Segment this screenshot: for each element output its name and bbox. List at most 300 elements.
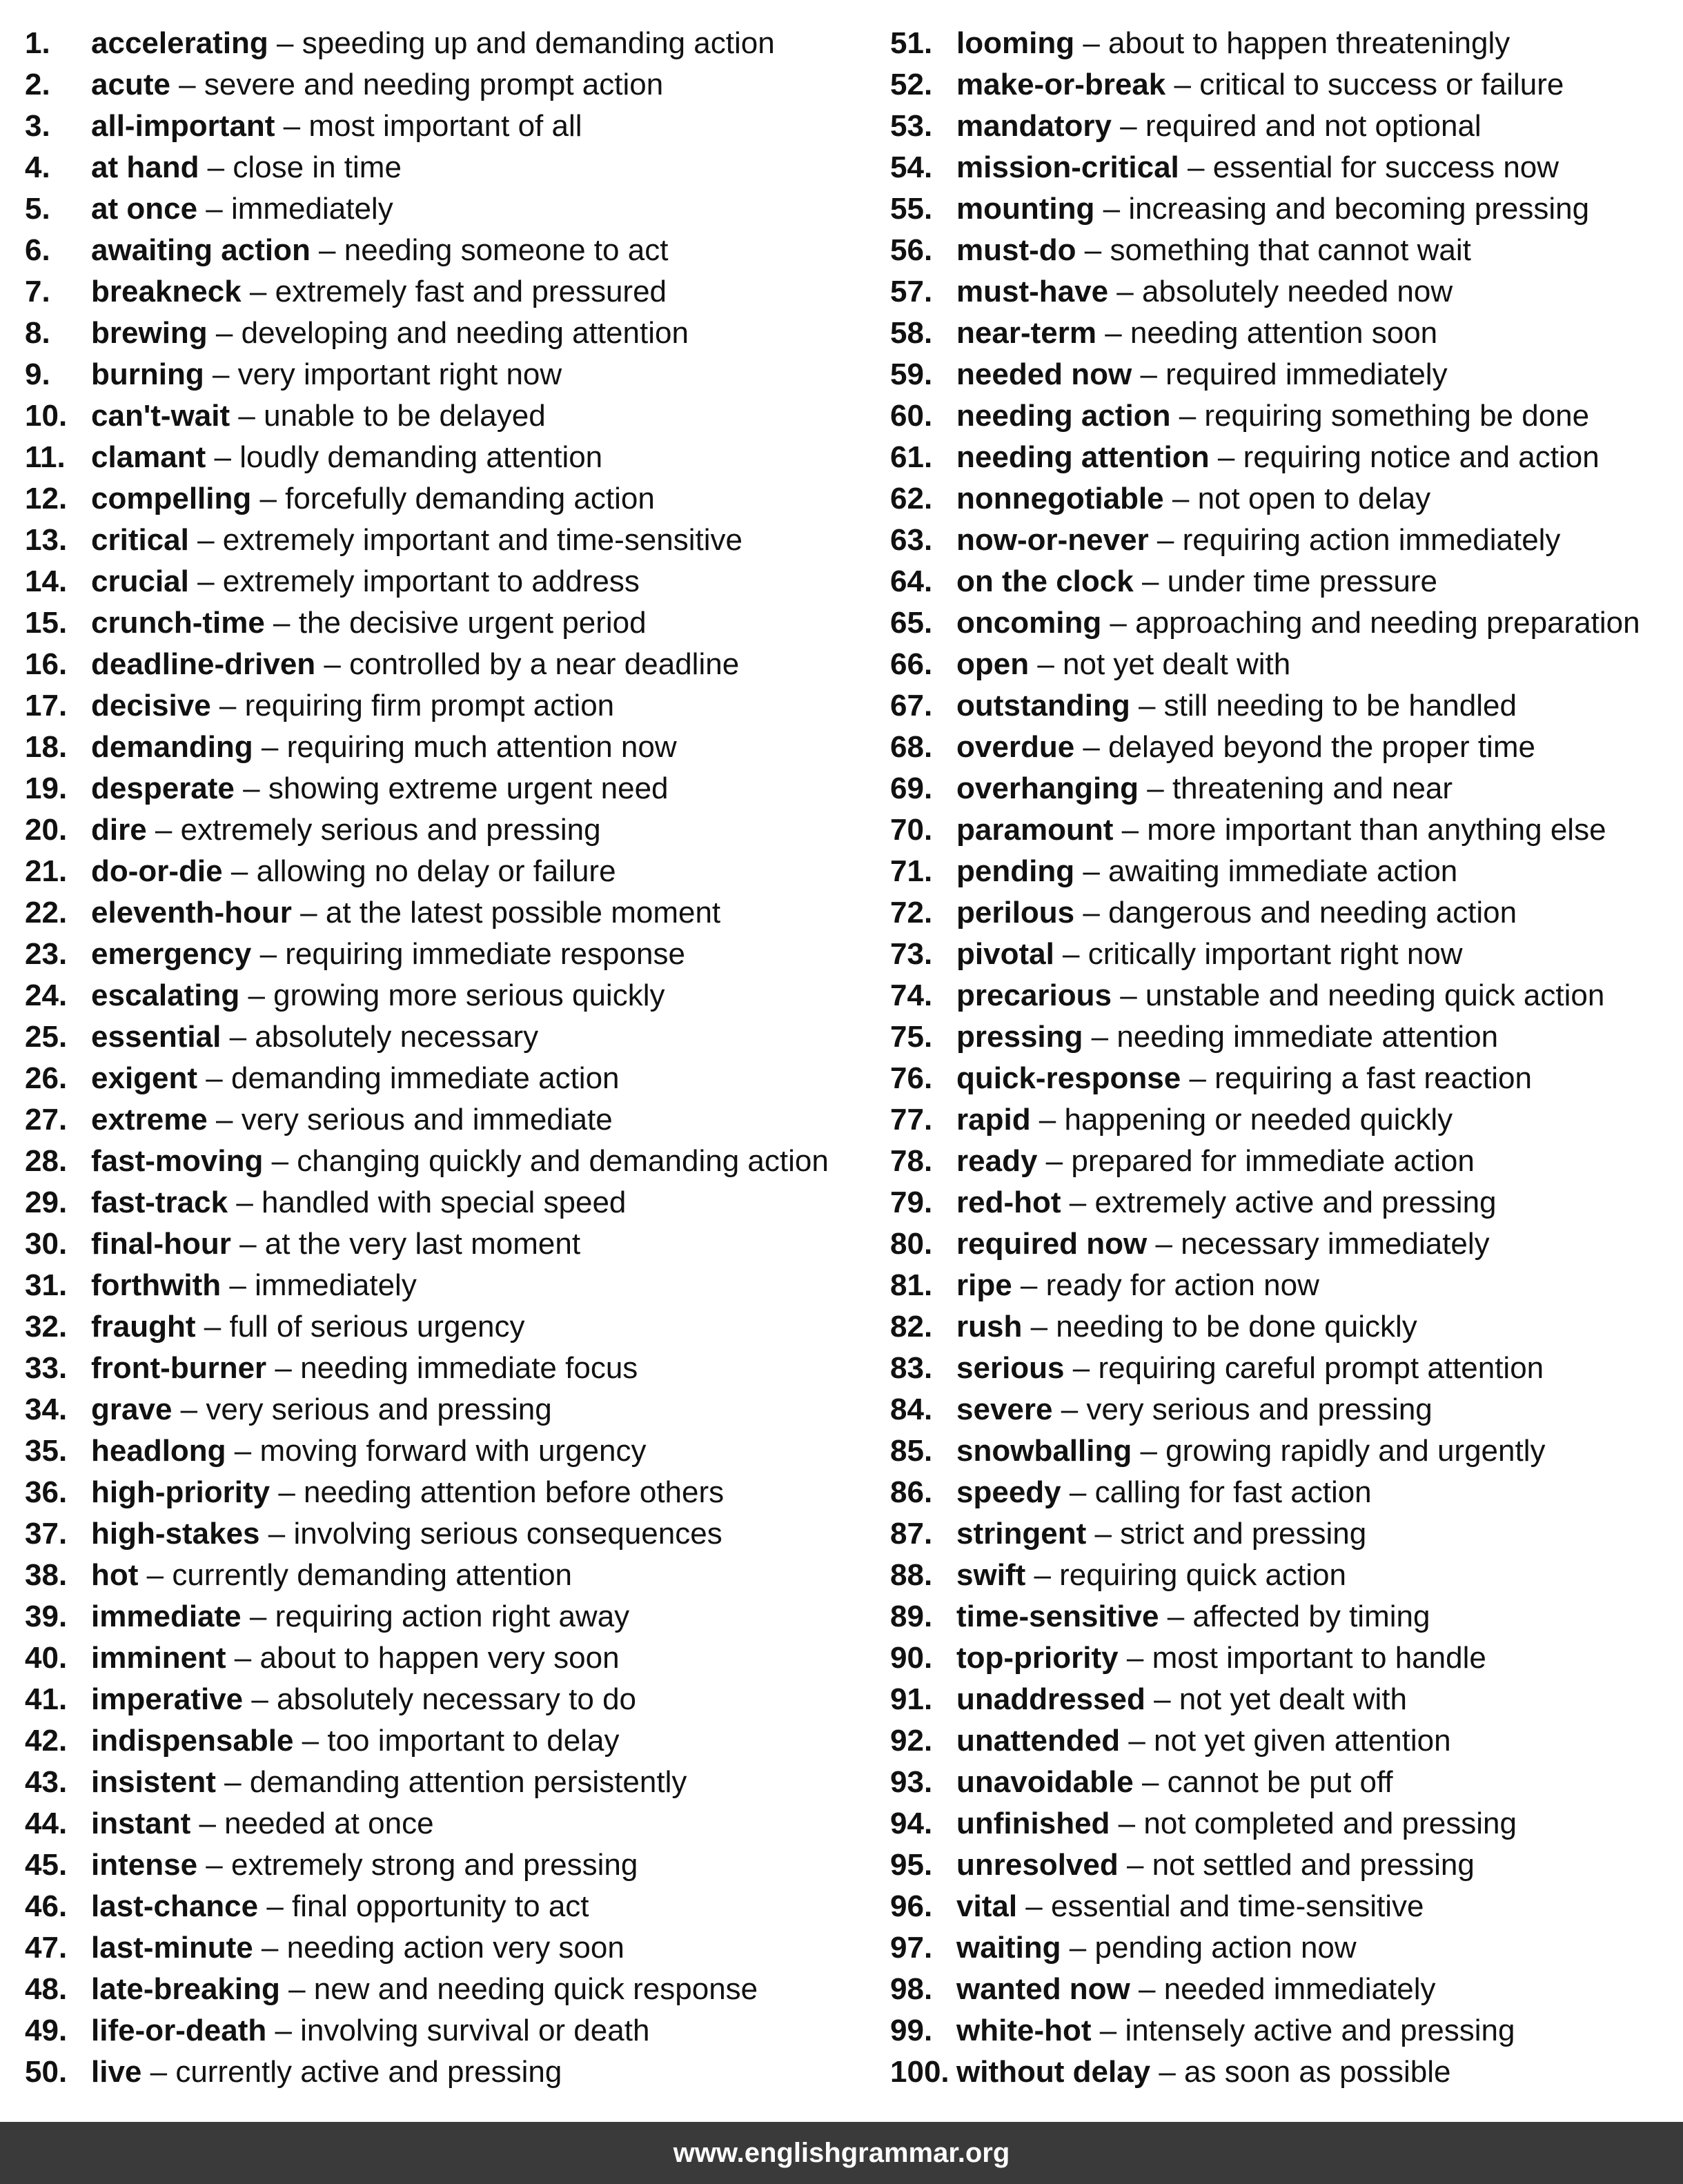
item-term: oncoming	[956, 606, 1102, 640]
item-definition: forcefully demanding action	[285, 482, 655, 515]
list-item	[890, 2010, 1683, 2052]
list-item	[890, 2052, 1683, 2093]
item-term: exigent	[91, 1061, 198, 1095]
item-definition: not yet dealt with	[1063, 647, 1291, 681]
item-term: hot	[91, 1558, 139, 1592]
item-number: 37.	[25, 1517, 68, 1551]
list-item	[890, 147, 1683, 188]
item-term: overdue	[956, 730, 1075, 764]
list-item	[25, 561, 867, 602]
item-number: 13.	[25, 523, 68, 557]
item-term: severe	[956, 1393, 1053, 1426]
item-number: 59.	[890, 357, 933, 391]
item-number: 97.	[890, 1931, 933, 1965]
list-item	[25, 106, 867, 147]
item-definition: requiring notice and action	[1243, 440, 1600, 474]
item-number: 31.	[25, 1268, 68, 1302]
item-term: escalating	[91, 978, 240, 1012]
item-number: 91.	[890, 1682, 933, 1716]
item-definition: prepared for immediate action	[1071, 1144, 1475, 1178]
item-definition: most important to handle	[1152, 1641, 1486, 1675]
item-definition: very important right now	[237, 357, 562, 391]
item-number: 98.	[890, 1972, 933, 2006]
list-item	[890, 934, 1683, 975]
item-number: 35.	[25, 1434, 68, 1468]
item-definition: intensely active and pressing	[1125, 2014, 1515, 2047]
item-number: 60.	[890, 399, 933, 433]
item-number: 3.	[25, 109, 50, 143]
item-separator: –	[251, 482, 286, 515]
item-term: snowballing	[956, 1434, 1132, 1468]
item-definition: allowing no delay or failure	[256, 854, 616, 888]
item-separator: –	[268, 26, 302, 60]
item-number: 20.	[25, 813, 68, 847]
list-item	[25, 1265, 867, 1306]
item-term: required now	[956, 1227, 1148, 1261]
item-separator: –	[1148, 523, 1183, 557]
item-separator: –	[1118, 1641, 1152, 1675]
item-separator: –	[310, 233, 344, 267]
item-term: mounting	[956, 192, 1095, 226]
list-item	[890, 354, 1683, 395]
item-number: 92.	[890, 1724, 933, 1758]
item-number: 27.	[25, 1103, 68, 1137]
item-number: 49.	[25, 2014, 68, 2047]
list-item	[25, 437, 867, 478]
item-number: 75.	[890, 1020, 933, 1054]
item-separator: –	[1132, 1434, 1166, 1468]
item-number: 17.	[25, 689, 68, 722]
item-definition: immediately	[255, 1268, 417, 1302]
item-number: 87.	[890, 1517, 933, 1551]
item-definition: needing immediate attention	[1116, 1020, 1499, 1054]
item-definition: not yet dealt with	[1179, 1682, 1407, 1716]
item-number: 15.	[25, 606, 68, 640]
item-separator: –	[1074, 896, 1109, 929]
item-separator: –	[1139, 771, 1172, 805]
item-number: 25.	[25, 1020, 68, 1054]
item-term: rush	[956, 1310, 1023, 1344]
item-term: stringent	[956, 1517, 1087, 1551]
item-number: 83.	[890, 1351, 933, 1385]
item-number: 14.	[25, 564, 68, 598]
item-definition: more important than anything else	[1147, 813, 1606, 847]
item-separator: –	[188, 523, 223, 557]
list-item	[890, 106, 1683, 147]
item-term: instant	[91, 1807, 191, 1840]
item-definition: essential and time-sensitive	[1050, 1889, 1424, 1923]
list-item	[25, 1389, 867, 1430]
item-separator: –	[226, 1641, 260, 1675]
item-number: 65.	[890, 606, 933, 640]
item-term: swift	[956, 1558, 1026, 1592]
item-definition: absolutely needed now	[1142, 275, 1453, 308]
item-term: paramount	[956, 813, 1114, 847]
list-item	[25, 727, 867, 768]
list-item	[890, 1927, 1683, 1969]
item-separator: –	[241, 275, 275, 308]
item-definition: not open to delay	[1197, 482, 1431, 515]
item-definition: extremely active and pressing	[1094, 1186, 1497, 1219]
item-separator: –	[1074, 854, 1109, 888]
item-definition: cannot be put off	[1167, 1765, 1393, 1799]
list-item	[890, 1762, 1683, 1803]
item-definition: growing more serious quickly	[273, 978, 665, 1012]
item-term: speedy	[956, 1475, 1061, 1509]
item-definition: speeding up and demanding action	[302, 26, 775, 60]
item-term: imperative	[91, 1682, 244, 1716]
item-separator: –	[1083, 1020, 1117, 1054]
item-term: looming	[956, 26, 1075, 60]
item-number: 33.	[25, 1351, 68, 1385]
list-item	[25, 1803, 867, 1844]
item-number: 44.	[25, 1807, 68, 1840]
item-term: desperate	[91, 771, 235, 805]
item-separator: –	[1061, 1475, 1095, 1509]
item-term: indispensable	[91, 1724, 294, 1758]
item-separator: –	[275, 109, 309, 143]
list-item	[890, 1099, 1683, 1141]
item-number: 99.	[890, 2014, 933, 2047]
item-separator: –	[1181, 1061, 1215, 1095]
item-definition: developing and needing attention	[241, 316, 689, 350]
item-definition: the decisive urgent period	[298, 606, 647, 640]
item-term: serious	[956, 1351, 1065, 1385]
item-term: breakneck	[91, 275, 242, 308]
item-term: on the clock	[956, 564, 1134, 598]
item-term: forthwith	[91, 1268, 222, 1302]
item-separator: –	[1150, 2055, 1185, 2089]
list-item	[890, 271, 1683, 313]
list-item	[890, 851, 1683, 892]
item-definition: demanding attention persistently	[249, 1765, 687, 1799]
item-number: 45.	[25, 1848, 68, 1882]
item-number: 22.	[25, 896, 68, 929]
item-term: pivotal	[956, 937, 1054, 971]
item-separator: –	[1133, 1765, 1168, 1799]
item-definition: needed immediately	[1163, 1972, 1436, 2006]
item-number: 88.	[890, 1558, 933, 1592]
list-item	[890, 1306, 1683, 1348]
list-item	[25, 64, 867, 106]
item-definition: very serious and pressing	[206, 1393, 552, 1426]
list-item	[890, 1016, 1683, 1058]
item-separator: –	[266, 2014, 301, 2047]
item-term: life-or-death	[91, 2014, 267, 2047]
item-number: 61.	[890, 440, 933, 474]
item-number: 70.	[890, 813, 933, 847]
item-separator: –	[1110, 1807, 1144, 1840]
item-number: 41.	[25, 1682, 68, 1716]
item-separator: –	[188, 564, 223, 598]
item-number: 94.	[890, 1807, 933, 1840]
list-item	[890, 1389, 1683, 1430]
item-number: 29.	[25, 1186, 68, 1219]
item-term: at hand	[91, 150, 199, 184]
list-item	[890, 437, 1683, 478]
item-term: quick-response	[956, 1061, 1181, 1095]
footer-url[interactable]: www.englishgrammar.org	[673, 2137, 1010, 2168]
item-definition: extremely serious and pressing	[180, 813, 601, 847]
item-number: 64.	[890, 564, 933, 598]
item-separator: –	[1209, 440, 1243, 474]
item-definition: at the latest possible moment	[325, 896, 721, 929]
list-item	[25, 685, 867, 727]
item-definition: controlled by a near deadline	[349, 647, 740, 681]
item-separator: –	[1108, 275, 1142, 308]
item-number: 72.	[890, 896, 933, 929]
item-number: 8.	[25, 316, 50, 350]
item-separator: –	[210, 689, 245, 722]
item-separator: –	[215, 1765, 250, 1799]
item-number: 57.	[890, 275, 933, 308]
item-definition: delayed beyond the proper time	[1108, 730, 1535, 764]
footer-bar	[0, 2122, 1683, 2184]
item-definition: extremely important and time-sensitive	[222, 523, 742, 557]
list-item	[25, 1762, 867, 1803]
item-definition: not completed and pressing	[1143, 1807, 1517, 1840]
item-separator: –	[291, 896, 326, 929]
item-definition: handled with special speed	[262, 1186, 627, 1219]
item-number: 58.	[890, 316, 933, 350]
item-term: headlong	[91, 1434, 226, 1468]
item-definition: critical to success or failure	[1199, 68, 1564, 101]
item-separator: –	[1052, 1393, 1087, 1426]
item-term: critical	[91, 523, 189, 557]
item-definition: needing someone to act	[344, 233, 669, 267]
list-item	[890, 1265, 1683, 1306]
item-separator: –	[253, 1931, 287, 1965]
list-item	[890, 644, 1683, 685]
list-item	[25, 644, 867, 685]
item-number: 23.	[25, 937, 68, 971]
item-number: 50.	[25, 2055, 68, 2089]
right-column	[890, 23, 1683, 2093]
item-definition: threatening and near	[1172, 771, 1453, 805]
item-term: must-have	[956, 275, 1109, 308]
item-separator: –	[1120, 1724, 1154, 1758]
item-definition: too important to delay	[327, 1724, 620, 1758]
item-definition: needed at once	[224, 1807, 434, 1840]
item-number: 53.	[890, 109, 933, 143]
list-item	[25, 1099, 867, 1141]
list-item	[890, 1803, 1683, 1844]
item-number: 36.	[25, 1475, 68, 1509]
item-number: 62.	[890, 482, 933, 515]
item-term: awaiting action	[91, 233, 311, 267]
item-term: extreme	[91, 1103, 208, 1137]
item-definition: increasing and becoming pressing	[1128, 192, 1590, 226]
item-term: high-priority	[91, 1475, 270, 1509]
item-definition: requiring something be done	[1204, 399, 1590, 433]
item-term: high-stakes	[91, 1517, 260, 1551]
item-definition: most important of all	[308, 109, 582, 143]
item-term: unavoidable	[956, 1765, 1134, 1799]
item-number: 5.	[25, 192, 50, 226]
item-number: 18.	[25, 730, 68, 764]
item-definition: close in time	[233, 150, 402, 184]
item-number: 12.	[25, 482, 68, 515]
item-number: 90.	[890, 1641, 933, 1675]
item-term: unattended	[956, 1724, 1121, 1758]
item-definition: necessary immediately	[1181, 1227, 1490, 1261]
list-item	[25, 1306, 867, 1348]
item-term: acute	[91, 68, 170, 101]
item-definition: needing attention before others	[304, 1475, 725, 1509]
item-separator: –	[230, 1227, 265, 1261]
item-separator: –	[207, 1103, 242, 1137]
item-definition: critically important right now	[1087, 937, 1463, 971]
item-separator: –	[1133, 564, 1168, 598]
item-separator: –	[241, 1600, 275, 1633]
item-term: last-chance	[91, 1889, 259, 1923]
list-item	[25, 975, 867, 1016]
list-item	[25, 1058, 867, 1099]
item-separator: –	[1054, 937, 1088, 971]
list-item	[25, 1348, 867, 1389]
item-definition: final opportunity to act	[292, 1889, 589, 1923]
item-term: decisive	[91, 689, 211, 722]
item-definition: needing action very soon	[286, 1931, 624, 1965]
item-term: essential	[91, 1020, 222, 1054]
item-number: 28.	[25, 1144, 68, 1178]
item-term: final-hour	[91, 1227, 231, 1261]
item-term: nonnegotiable	[956, 482, 1164, 515]
item-definition: not yet given attention	[1154, 1724, 1451, 1758]
item-separator: –	[197, 1848, 231, 1882]
list-item	[890, 1844, 1683, 1886]
item-term: fast-moving	[91, 1144, 264, 1178]
list-item	[25, 354, 867, 395]
item-definition: at the very last moment	[264, 1227, 581, 1261]
list-item	[25, 602, 867, 644]
item-separator: –	[1022, 1310, 1056, 1344]
item-term: pending	[956, 854, 1075, 888]
list-item	[25, 809, 867, 851]
item-definition: loudly demanding attention	[239, 440, 603, 474]
item-separator: –	[1111, 109, 1145, 143]
item-definition: dangerous and needing action	[1108, 896, 1517, 929]
item-definition: extremely fast and pressured	[275, 275, 667, 308]
list-item	[890, 1141, 1683, 1182]
item-term: demanding	[91, 730, 253, 764]
left-column	[25, 23, 867, 2093]
list-item	[25, 313, 867, 354]
item-separator: –	[293, 1724, 328, 1758]
item-number: 54.	[890, 150, 933, 184]
item-definition: pending action now	[1094, 1931, 1357, 1965]
item-term: insistent	[91, 1765, 216, 1799]
item-number: 40.	[25, 1641, 68, 1675]
item-separator: –	[1012, 1268, 1046, 1302]
item-separator: –	[1111, 978, 1145, 1012]
item-definition: about to happen very soon	[259, 1641, 620, 1675]
item-separator: –	[197, 192, 231, 226]
list-item	[890, 23, 1683, 64]
list-item	[890, 478, 1683, 520]
item-definition: requiring careful prompt attention	[1098, 1351, 1544, 1385]
list-item	[25, 1472, 867, 1513]
item-number: 86.	[890, 1475, 933, 1509]
list-item	[25, 230, 867, 271]
item-separator: –	[138, 1558, 173, 1592]
item-term: imminent	[91, 1641, 226, 1675]
item-definition: needing to be done quickly	[1056, 1310, 1417, 1344]
list-item	[890, 1223, 1683, 1265]
item-number: 85.	[890, 1434, 933, 1468]
list-item	[890, 1679, 1683, 1720]
item-term: clamant	[91, 440, 206, 474]
list-item	[25, 1844, 867, 1886]
item-number: 95.	[890, 1848, 933, 1882]
item-separator: –	[1017, 1889, 1051, 1923]
item-term: crucial	[91, 564, 189, 598]
item-separator: –	[315, 647, 350, 681]
item-separator: –	[206, 440, 240, 474]
item-definition: currently demanding attention	[172, 1558, 573, 1592]
item-number: 4.	[25, 150, 50, 184]
item-separator: –	[1145, 1682, 1179, 1716]
item-separator: –	[222, 854, 257, 888]
item-definition: currently active and pressing	[175, 2055, 562, 2089]
item-definition: very serious and pressing	[1086, 1393, 1433, 1426]
item-separator: –	[239, 978, 274, 1012]
list-item	[25, 1679, 867, 1720]
item-separator: –	[1130, 1972, 1164, 2006]
item-definition: unstable and needing quick action	[1145, 978, 1605, 1012]
item-separator: –	[266, 1351, 301, 1385]
item-definition: needing attention soon	[1130, 316, 1438, 350]
item-number: 21.	[25, 854, 68, 888]
item-term: near-term	[956, 316, 1096, 350]
list-item	[890, 892, 1683, 934]
item-term: precarious	[956, 978, 1112, 1012]
item-definition: moving forward with urgency	[259, 1434, 647, 1468]
list-item	[25, 934, 867, 975]
item-number: 10.	[25, 399, 68, 433]
item-number: 78.	[890, 1144, 933, 1178]
item-definition: extremely strong and pressing	[230, 1848, 638, 1882]
item-separator: –	[195, 1310, 230, 1344]
item-number: 43.	[25, 1765, 68, 1799]
item-number: 7.	[25, 275, 50, 308]
item-separator: –	[146, 813, 181, 847]
list-item	[890, 64, 1683, 106]
item-definition: requiring immediate response	[285, 937, 685, 971]
item-separator: –	[1170, 399, 1205, 433]
list-item	[890, 1886, 1683, 1927]
item-definition: awaiting immediate action	[1108, 854, 1458, 888]
item-number: 93.	[890, 1765, 933, 1799]
item-definition: affected by timing	[1192, 1600, 1430, 1633]
item-definition: growing rapidly and urgently	[1165, 1434, 1546, 1468]
item-separator: –	[1061, 1186, 1095, 1219]
item-separator: –	[1025, 1558, 1060, 1592]
item-term: unaddressed	[956, 1682, 1145, 1716]
item-definition: requiring action immediately	[1182, 523, 1561, 557]
item-term: emergency	[91, 937, 252, 971]
item-separator: –	[1147, 1227, 1181, 1261]
item-definition: showing extreme urgent need	[268, 771, 669, 805]
item-term: without delay	[956, 2055, 1151, 2089]
item-separator: –	[1030, 1103, 1065, 1137]
item-term: do-or-die	[91, 854, 223, 888]
item-number: 89.	[890, 1600, 933, 1633]
item-separator: –	[1074, 730, 1109, 764]
item-number: 19.	[25, 771, 68, 805]
item-definition: calling for fast action	[1094, 1475, 1372, 1509]
item-term: compelling	[91, 482, 252, 515]
